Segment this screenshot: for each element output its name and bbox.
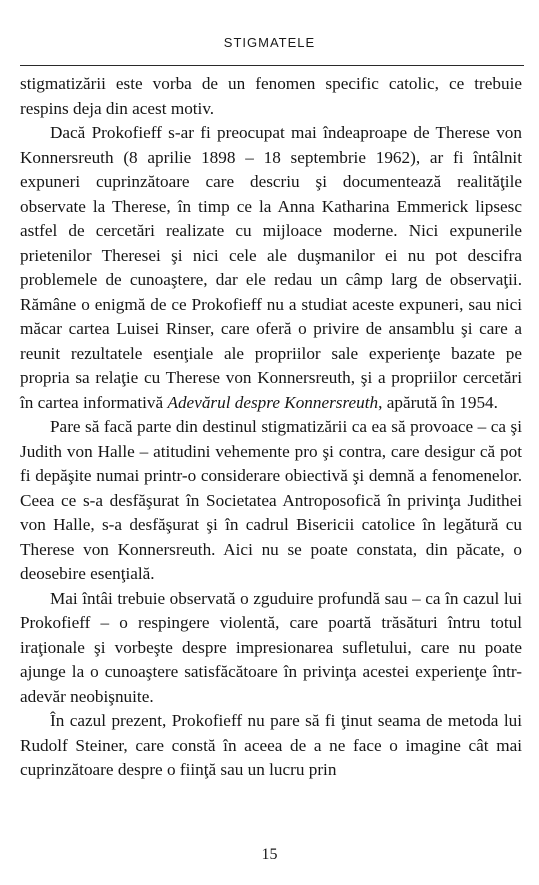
paragraph-text: Dacă Prokofieff s-ar fi preocupat mai îndeaproape de Therese von Konnersreuth (8 aprilie 1898 – 18 septembrie 1962), ar fi întâlnit expuneri cuprinzătoare care descriu şi documentează realităţile observate la Therese, în timp ce la Anna Katharina Emmerick lipsesc astfel de cercetări realizate cu mijloace moderne. Nici expunerile prietenilor Theresei şi nici cele ale duşmanilor ei nu pot descifra problemele de cunoaştere, dar ele redau un câmp larg de observaţii. Rămâne o enigmă de ce Prokofieff nu a studiat aceste expuneri, sau nici măcar cartea Luisei Rinser, care oferă o privire de ansamblu şi care a reunit rezultatele esenţiale ale propriilor sale experienţe bazate pe propria sa relaţie cu Therese von Konnersreuth, şi a propriilor cercetări în cartea informativă xyxy=(20,123,522,412)
running-header: STIGMATELE xyxy=(223,35,316,50)
header-rule xyxy=(20,65,524,66)
paragraph-text-end: , apărută în 1954. xyxy=(378,392,498,412)
book-title: Adevărul despre Konnersreuth xyxy=(167,392,379,412)
paragraph-continuation: stigmatizării este vorba de un fenomen specific catolic, ce trebuie respins deja din acest motiv. xyxy=(20,74,522,118)
paragraph xyxy=(20,121,522,415)
paragraph: Mai întâi trebuie observată o zguduire profundă sau – ca în cazul lui Prokofieff – o respingere violentă, care poartă trăsături întru totul iraţionale şi vorbeşte despre impresionarea sufletului, care nu poate ajunge la o cunoaştere satisfăcătoare în privinţa acestei experienţe într-adevăr neobişnuite. xyxy=(20,588,522,706)
paragraph: În cazul prezent, Prokofieff nu pare să fi ţinut seama de metoda lui Rudolf Steiner, care constă în aceea de a ne face o imagine cât mai cuprinzătoare despre o fiinţă sau un lucru prin xyxy=(20,711,522,779)
paragraph: Pare să facă parte din destinul stigmatizării ca ea să provoace – ca şi Judith von Halle – atitudini vehemente pro şi contra, care desigur că pot fi depăşite numai printr-o considerare obiectivă şi demnă a fenomenelor. Ceea ce s-a desfăşurat în Societatea Antroposofică în privinţa Judithei von Halle, s-a desfăşurat şi în cadrul Bisericii catolice în legătură cu Therese von Konnersreuth. Aici nu se poate constata, din păcate, o deosebire esenţială. xyxy=(20,417,522,583)
page-number: 15 xyxy=(261,846,278,863)
body-text xyxy=(20,72,522,783)
